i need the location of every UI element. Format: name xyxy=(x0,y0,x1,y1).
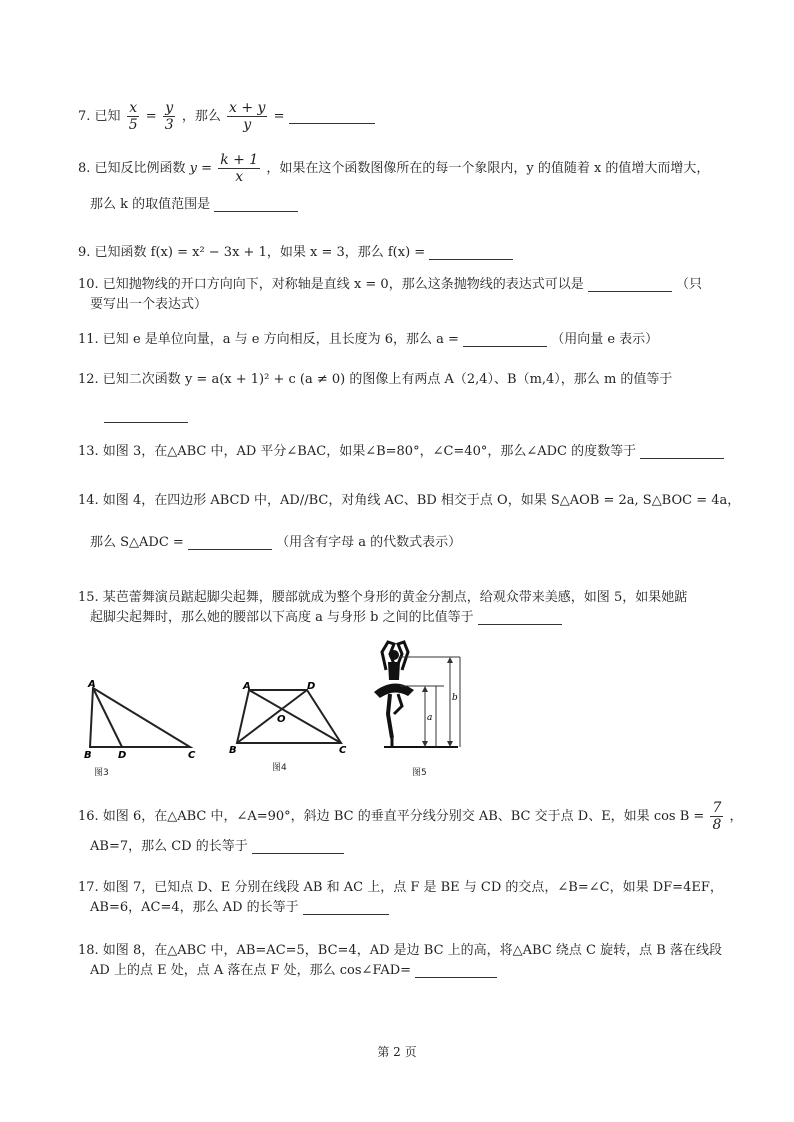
answer-blank-9[interactable] xyxy=(429,245,513,260)
q14-text: 14. 如图 4，在四边形 ABCD 中，AD//BC，对角线 AC、BD 相交于点 O，如果 S△AOB = 2a, S△BOC = 4a， xyxy=(78,493,741,508)
answer-blank-13[interactable] xyxy=(640,444,724,459)
q8-line2: 那么 k 的取值范围是 xyxy=(90,197,211,212)
answer-blank-12[interactable] xyxy=(104,408,188,423)
figure-5-caption: 图5 xyxy=(412,768,427,778)
question-11 xyxy=(78,330,728,350)
question-16 xyxy=(78,800,743,857)
question-10 xyxy=(78,275,728,315)
fig4-label-A: A xyxy=(243,681,251,692)
question-12 xyxy=(78,370,728,426)
question-8 xyxy=(78,152,728,215)
q8-y-equals: y = xyxy=(189,161,213,176)
fig3-label-A: A xyxy=(88,680,96,690)
fig5-label-a: a xyxy=(427,713,433,723)
answer-blank-7[interactable] xyxy=(289,109,375,124)
q7-post: = xyxy=(273,109,285,124)
q11-tail: （用向量 e 表示） xyxy=(551,332,659,347)
figure-5-ballerina xyxy=(370,640,470,755)
q7-mid: ，那么 xyxy=(181,109,221,124)
q18-text: 18. 如图 8，在△ABC 中，AB=AC=5，BC=4，AD 是边 BC 上的高，将△ABC 绕点 C 旋转，点 B 落在线段 xyxy=(78,943,722,958)
fig3-label-D: D xyxy=(118,750,127,760)
q13-text: 13. 如图 3，在△ABC 中，AD 平分∠BAC，如果∠B=80°，∠C=40°，那么∠ADC 的度数等于 xyxy=(78,444,637,459)
q16-frac: $\frac{7}{8}$ xyxy=(712,800,722,833)
q15-line2: 起脚尖起舞时，那么她的腰部以下高度 a 与身形 b 之间的比值等于 xyxy=(90,610,474,625)
figure-4-caption: 图4 xyxy=(272,763,287,773)
answer-blank-10[interactable] xyxy=(588,277,672,292)
q16-comma: ， xyxy=(729,809,743,824)
answer-blank-14[interactable] xyxy=(188,535,272,550)
fig3-label-B: B xyxy=(84,750,92,760)
answer-blank-8[interactable] xyxy=(214,197,298,212)
question-17 xyxy=(78,878,728,918)
answer-blank-11[interactable] xyxy=(463,332,547,347)
q14-line2-suffix: （用含有字母 a 的代数式表示） xyxy=(276,535,462,550)
question-18 xyxy=(78,941,728,981)
fig4-label-C: C xyxy=(339,745,347,756)
q8-prefix: 8. 已知反比例函数 xyxy=(78,161,190,176)
answer-blank-16[interactable] xyxy=(252,839,344,854)
fig5-label-b: b xyxy=(452,693,458,703)
q7-frac-y3: $\frac{y}{3}$ xyxy=(164,100,174,133)
answer-blank-15[interactable] xyxy=(478,610,562,625)
q17-line2: AB=6，AC=4，那么 AD 的长等于 xyxy=(90,900,299,915)
answer-blank-17[interactable] xyxy=(303,900,389,915)
fig4-label-D: D xyxy=(307,681,316,692)
figure-3-triangle xyxy=(80,680,205,760)
fig3-label-C: C xyxy=(188,750,196,760)
q10-tail: （只 xyxy=(675,277,702,292)
q18-line2: AD 上的点 E 处，点 A 落在点 F 处，那么 cos∠FAD= xyxy=(90,963,412,978)
q14-line2-prefix: 那么 S△ADC = xyxy=(90,535,184,550)
q8-frac: $\frac{k + 1}{x}$ xyxy=(220,152,259,185)
q16-line2: AB=7，那么 CD 的长等于 xyxy=(90,839,248,854)
question-14 xyxy=(78,491,741,553)
fig4-label-B: B xyxy=(229,745,237,756)
q7-frac-sum: $\frac{x + y}{y}$ xyxy=(229,100,266,133)
question-13 xyxy=(78,442,728,462)
q7-prefix: 7. 已知 xyxy=(78,109,121,124)
q10-line2: 要写出一个表达式） xyxy=(90,297,208,312)
page-footer: 第 2 页 xyxy=(377,1045,417,1059)
question-7 xyxy=(78,100,728,133)
q8-text: ，如果在这个函数图像所在的每一个象限内，y 的值随着 x 的值增大而增大， xyxy=(266,161,710,176)
question-9 xyxy=(78,243,728,263)
q11-text: 11. 已知 e 是单位向量，a 与 e 方向相反，且长度为 6，那么 a = xyxy=(78,332,459,347)
answer-blank-18[interactable] xyxy=(415,963,497,978)
q7-equals: = xyxy=(145,109,161,124)
figure-3-caption: 图3 xyxy=(94,768,109,778)
fig4-label-O: O xyxy=(277,714,286,725)
q12-text: 12. 已知二次函数 y = a(x + 1)² + c (a ≠ 0) 的图像上有两点 A（2,4）、B（m,4），那么 m 的值等于 xyxy=(78,372,673,387)
q15-text: 15. 某芭蕾舞演员踮起脚尖起舞，腰部就成为整个身形的黄金分割点，给观众带来美感，如图 5，如果她踮 xyxy=(78,590,688,605)
q16-text: 16. 如图 6，在△ABC 中，∠A=90°，斜边 BC 的垂直平分线分别交 AB、BC 交于点 D、E，如果 cos B = xyxy=(78,809,705,824)
q9-text: 9. 已知函数 f(x) = x² − 3x + 1，如果 x = 3，那么 f(x) = xyxy=(78,245,426,260)
q17-text: 17. 如图 7，已知点 D、E 分别在线段 AB 和 AC 上，点 F 是 BE 与 CD 的交点，∠B=∠C，如果 DF=4EF， xyxy=(78,880,723,895)
figure-4-trapezoid xyxy=(225,680,355,760)
q10-text: 10. 已知抛物线的开口方向向下，对称轴是直线 x = 0，那么这条抛物线的表达式可以是 xyxy=(78,277,584,292)
question-15 xyxy=(78,588,728,628)
q7-frac-x5: $\frac{x}{5}$ xyxy=(128,100,138,133)
